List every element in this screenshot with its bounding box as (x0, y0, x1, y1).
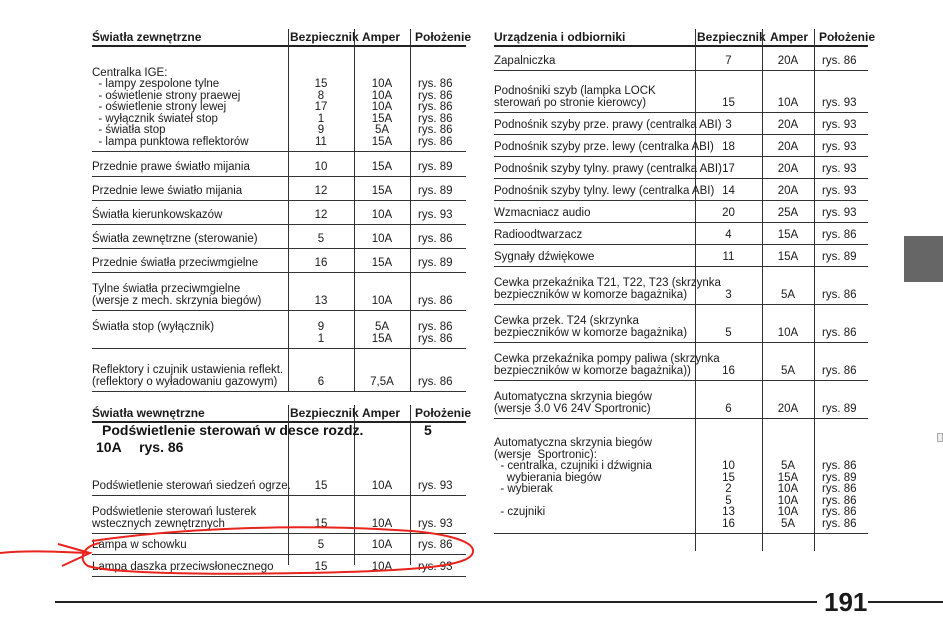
header-amp: Amper (770, 30, 809, 44)
cell-pos: rys. 86 (822, 288, 857, 301)
cell-label: - światła stop (92, 124, 166, 136)
footer-rule-left (55, 601, 817, 603)
cell-label: (wersje z mech. skrzynia biegów) (92, 294, 262, 307)
table-row (92, 248, 466, 273)
cell-fuse: 16 (314, 256, 328, 269)
cell-amp: 15A (777, 228, 799, 241)
scrollbar-marker[interactable] (937, 433, 943, 442)
cell-pos: rys. 86 (822, 54, 857, 67)
header-name: Światła zewnętrzne (92, 30, 202, 44)
cell-fuse: 17 (722, 162, 735, 175)
header-amp: Amper (362, 406, 401, 420)
cell-label: Cewka przekaźnika T21, T22, T23 (skrzynka (494, 277, 721, 289)
cell-label: Cewka przekaźnika pompy paliwa (skrzynka (494, 353, 720, 365)
cell-fuse: 15 (314, 560, 328, 573)
cell-amp: 10A (777, 506, 799, 518)
cell-pos: rys. 86 (822, 494, 857, 507)
cell-pos: rys. 93 (418, 517, 453, 530)
cell-pos: rys. 86 (418, 101, 453, 113)
table-row (494, 342, 868, 381)
cell-amp: 20A (777, 402, 799, 415)
cell-label: Cewka przek. T24 (skrzynka (494, 315, 639, 327)
cell-amp: 5A (780, 517, 796, 530)
cell-fuse: 5 (725, 494, 732, 507)
red-arrow-stroke (0, 551, 88, 553)
cell-label: - wyłącznik świateł stop (92, 112, 218, 125)
cell-fuse: 12 (314, 184, 328, 197)
cell-fuse: 6 (317, 375, 325, 388)
cell-label: Przednie lewe światło mijania (92, 184, 243, 197)
cell-pos: rys. 89 (418, 160, 453, 173)
cell-amp: 20A (777, 54, 799, 67)
cell-amp: 10A (371, 560, 393, 573)
cell-pos: rys. 86 (418, 321, 453, 333)
cell-amp: 10A (371, 538, 393, 551)
red-arrowhead-stroke (58, 544, 90, 566)
cell-fuse: 11 (722, 250, 735, 263)
cell-fuse: 15 (722, 471, 735, 484)
cell-label: bezpieczników w komorze bagażnika) (494, 326, 688, 339)
cell-pos: rys. 86 (418, 538, 453, 551)
cell-fuse: 12 (314, 208, 328, 221)
header-fuse: Bezpiecznik (290, 30, 359, 44)
cell-amp: 10A (371, 208, 393, 221)
cell-amp: 15A (371, 112, 393, 125)
cell-label: wstecznych zewnętrznych (92, 517, 225, 530)
cell-label: Przednie prawe światło mijania (92, 160, 250, 173)
cell-amp: 15A (371, 332, 393, 345)
cell-pos: rys. 86 (418, 78, 453, 90)
cell-fuse: 3 (725, 118, 732, 131)
cell-label: Przednie światła przeciwmgielne (92, 256, 259, 269)
cell-fuse: 1 (317, 332, 325, 345)
cell-pos: rys. 86 (418, 89, 453, 102)
cell-label: Podnośnik szyby tylny. lewy (centralka ABI) (494, 184, 715, 197)
cell-label: (wersje Sportronic): (494, 448, 597, 461)
cell-amp: 15A (777, 471, 799, 484)
cell-fuse: 2 (725, 483, 732, 495)
cell-fuse: 3 (725, 288, 732, 301)
cell-pos: rys. 86 (418, 294, 453, 307)
cell-label: bezpieczników w komorze bagażnika)) (494, 364, 691, 377)
cell-label: (reflektory o wyładowaniu gazowym) (92, 375, 278, 388)
cell-fuse: 15 (314, 517, 328, 530)
table-row (92, 176, 466, 201)
cell-pos: rys. 86 (822, 483, 857, 495)
header-pos: Położenie (415, 406, 472, 420)
cell-pos: rys. 86 (822, 460, 857, 472)
cell-label: Podnośnik szyby prze. lewy (centralka ABI) (494, 140, 714, 153)
cell-pos: rys. 93 (822, 140, 857, 153)
cell-amp: 15A (371, 256, 393, 269)
cell-label: - czujniki (494, 506, 546, 518)
cell-pos: rys. 93 (822, 184, 857, 197)
cell-fuse: 16 (722, 517, 735, 530)
overlap-text-line2: 10A rys. 86 (96, 439, 184, 455)
cell-label: Automatyczna skrzynia biegów (494, 391, 652, 403)
table-row (494, 304, 868, 343)
cell-pos: rys. 86 (418, 135, 453, 148)
cell-fuse: 15 (314, 78, 328, 90)
cell-label: Podnośnik szyby prze. prawy (centralka ABI) (494, 118, 722, 131)
cell-pos: rys. 86 (418, 232, 453, 245)
cell-pos: rys. 93 (822, 96, 857, 109)
cell-pos: rys. 93 (418, 560, 453, 573)
cell-amp: 10A (777, 96, 799, 109)
cell-pos: rys. 93 (822, 118, 857, 131)
cell-fuse: 10 (314, 160, 328, 173)
cell-amp: 20A (777, 118, 799, 131)
cell-fuse: 17 (314, 101, 328, 113)
cell-fuse: 15 (314, 479, 328, 492)
devices-table (494, 29, 876, 551)
cell-fuse: 15 (722, 96, 735, 109)
cell-fuse: 5 (317, 538, 325, 551)
cell-amp: 10A (371, 78, 393, 90)
cell-fuse: 20 (722, 206, 735, 219)
cell-pos: rys. 86 (418, 124, 453, 136)
cell-pos: rys. 86 (418, 375, 453, 388)
cell-amp: 10A (371, 294, 393, 307)
table-row (92, 151, 466, 177)
cell-pos: rys. 93 (822, 162, 857, 175)
cell-pos: rys. 89 (822, 471, 857, 484)
cell-label: Zapalniczka (494, 54, 556, 67)
table-header (494, 29, 876, 47)
cell-fuse: 1 (317, 112, 325, 125)
cell-amp: 5A (780, 364, 796, 377)
table-row (494, 222, 868, 245)
cell-fuse: 9 (317, 321, 325, 333)
cell-fuse: 4 (725, 228, 732, 241)
cell-fuse: 10 (722, 460, 735, 472)
table-row (494, 266, 868, 305)
cell-fuse: 8 (317, 89, 325, 102)
cell-pos: rys. 89 (822, 250, 857, 263)
cell-amp: 20A (777, 140, 799, 153)
cell-label: Tylne światła przeciwmgielne (92, 283, 241, 295)
cell-label: Podnośniki szyb (lampka LOCK (494, 85, 656, 97)
header-name: Światła wewnętrzne (92, 406, 205, 420)
cell-amp: 5A (374, 124, 390, 136)
cell-label: (wersje 3.0 V6 24V Sportronic) (494, 402, 651, 415)
cell-label: Wzmacniacz audio (494, 206, 591, 219)
overlap-text-line1: Podświetlenie sterowań w desce rozdz. (102, 422, 364, 438)
table-row (92, 348, 466, 392)
table-row (92, 533, 466, 555)
cell-label: - centralka, czujniki i dźwignia (494, 460, 652, 472)
cell-amp: 10A (777, 494, 799, 507)
cell-fuse: 11 (315, 135, 327, 148)
table-row (494, 156, 868, 179)
table-row (92, 224, 466, 249)
cell-label: Światła zewnętrzne (sterowanie) (92, 232, 258, 245)
header-amp: Amper (362, 30, 401, 44)
cell-amp: 15A (777, 250, 799, 263)
table-row (494, 47, 868, 71)
table-row (494, 418, 868, 534)
cell-amp: 15A (371, 160, 393, 173)
cell-pos: rys. 93 (822, 206, 857, 219)
header-fuse: Bezpiecznik (697, 30, 766, 44)
cell-fuse: 13 (722, 506, 735, 518)
cell-label: Centralka IGE: (92, 66, 168, 79)
cell-label: - lampa punktowa reflektorów (92, 135, 249, 148)
cell-amp: 20A (777, 162, 799, 175)
table-row (92, 47, 466, 152)
cell-label: Lampa daszka przeciwsłonecznego (92, 560, 274, 573)
cell-label: Automatyczna skrzynia biegów (494, 437, 652, 449)
table-row (92, 310, 466, 349)
header-pos: Położenie (415, 30, 472, 44)
cell-label: - oświetlenie strony praewej (92, 89, 241, 102)
cell-fuse: 14 (722, 184, 735, 197)
table-row (494, 244, 868, 267)
cell-pos: rys. 93 (418, 479, 453, 492)
cell-label: bezpieczników w komorze bagażnika) (494, 288, 688, 301)
cell-amp: 5A (374, 321, 390, 333)
exterior-lights-table (92, 29, 472, 391)
cell-amp: 15A (371, 135, 393, 148)
cell-label: Światła kierunkowskazów (92, 208, 223, 221)
cell-pos: rys. 89 (822, 402, 857, 415)
cell-label: - wybierak (494, 483, 553, 495)
cell-label: - lampy zespolone tylne (92, 78, 220, 90)
cell-label: sterowań po stronie kierowcy) (494, 96, 647, 109)
table-row (494, 380, 868, 419)
cell-label: Sygnały dźwiękowe (494, 250, 595, 263)
table-row (494, 134, 868, 157)
cell-pos: rys. 89 (418, 256, 453, 269)
cell-amp: 5A (780, 288, 796, 301)
cell-amp: 10A (371, 89, 393, 102)
cell-amp: 10A (371, 517, 393, 530)
cell-pos: rys. 86 (418, 112, 453, 125)
overlap-text-value: 5 (424, 422, 432, 438)
table-row (494, 200, 868, 223)
cell-amp: 15A (371, 184, 393, 197)
footer-rule-right (868, 601, 943, 603)
cell-pos: rys. 93 (418, 208, 453, 221)
cell-amp: 10A (371, 479, 393, 492)
cell-label: Reflektory i czujnik ustawienia reflekt. (92, 364, 284, 376)
table-row (92, 272, 466, 311)
cell-pos: rys. 89 (418, 184, 453, 197)
page-number: 191 (824, 587, 868, 617)
cell-amp: 10A (777, 326, 799, 339)
cell-fuse: 6 (725, 402, 732, 415)
cell-label: wybierania biegów (494, 471, 602, 484)
cell-fuse: 18 (722, 140, 735, 153)
table-row (494, 112, 868, 135)
cell-pos: rys. 86 (822, 517, 857, 530)
cell-label: - oświetlenie strony lewej (92, 101, 227, 113)
cell-label: Lampa w schowku (92, 538, 187, 551)
cell-label: Podświetlenie sterowań lusterek (92, 506, 257, 518)
cell-pos: rys. 86 (822, 228, 857, 241)
cell-amp: 20A (777, 184, 799, 197)
header-fuse: Bezpiecznik (290, 406, 359, 420)
cell-amp: 25A (777, 206, 799, 219)
table-row (92, 200, 466, 225)
cell-fuse: 13 (314, 294, 328, 307)
cell-amp: 7,5A (370, 375, 394, 388)
cell-pos: rys. 86 (822, 326, 857, 339)
table-row (494, 178, 868, 201)
table-row (494, 70, 868, 113)
cell-fuse: 9 (317, 124, 325, 136)
cell-fuse: 16 (722, 364, 735, 377)
cell-amp: 5A (780, 460, 796, 472)
cell-pos: rys. 86 (822, 364, 857, 377)
cell-label: Podświetlenie sterowań siedzeń ogrze. (92, 479, 291, 492)
cell-label: Radioodtwarzacz (494, 228, 583, 241)
cell-label: Podnośnik szyby tylny. prawy (centralka ABI) (494, 162, 722, 175)
header-pos: Położenie (819, 30, 876, 44)
table-row (92, 554, 466, 577)
cell-fuse: 5 (317, 232, 325, 245)
cell-amp: 10A (371, 101, 393, 113)
table-row (92, 495, 466, 534)
cell-amp: 10A (777, 483, 799, 495)
header-name: Urządzenia i odbiorniki (494, 30, 626, 44)
cell-fuse: 7 (725, 54, 732, 67)
section-tab (904, 236, 943, 282)
cell-pos: rys. 86 (418, 332, 453, 345)
cell-pos: rys. 86 (822, 506, 857, 518)
cell-label: Światła stop (wyłącznik) (92, 321, 215, 333)
cell-amp: 10A (371, 232, 393, 245)
cell-fuse: 5 (725, 326, 732, 339)
